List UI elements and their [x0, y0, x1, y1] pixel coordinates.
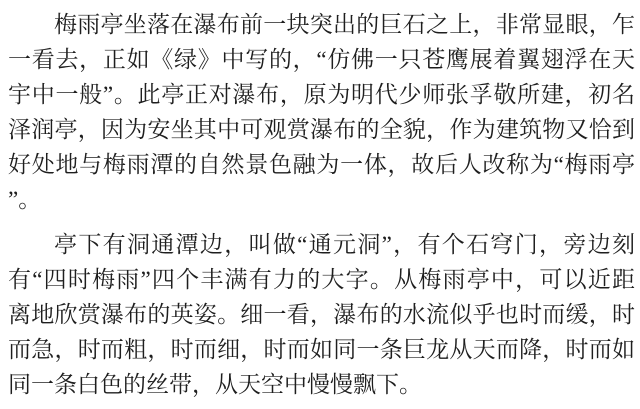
text-line: 一看去，正如《绿》中写的，“仿佛一只苍鹰展着翼翅浮在天	[8, 47, 635, 72]
text-line: ”。	[8, 187, 42, 212]
paragraph	[8, 227, 635, 402]
paragraph-list	[8, 7, 635, 402]
text-line: 离地欣赏瀑布的英姿。细一看，瀑布的水流似乎也时而缓，时	[8, 302, 635, 327]
text-line: 梅雨亭坐落在瀑布前一块突出的巨石之上，非常显眼，乍	[54, 12, 635, 37]
text-line: 有“四时梅雨”四个丰满有力的大字。从梅雨亭中，可以近距	[8, 267, 635, 292]
text-line: 泽润亭，因为安坐其中可观赏瀑布的全貌，作为建筑物又恰到	[8, 117, 635, 142]
text-line: 宇中一般”。此亭正对瀑布，原为明代少师张孚敬所建，初名	[8, 82, 635, 107]
paragraph	[8, 7, 635, 217]
text-line: 而急，时而粗，时而细，时而如同一条巨龙从天而降，时而如	[8, 337, 635, 362]
text-line: 同一条白色的丝带，从天空中慢慢飘下。	[8, 372, 422, 397]
text-line: 亭下有洞通潭边，叫做“通元洞”，有个石穹门，旁边刻	[54, 232, 635, 257]
text-line: 好处地与梅雨潭的自然景色融为一体，故后人改称为“梅雨亭	[8, 152, 635, 177]
